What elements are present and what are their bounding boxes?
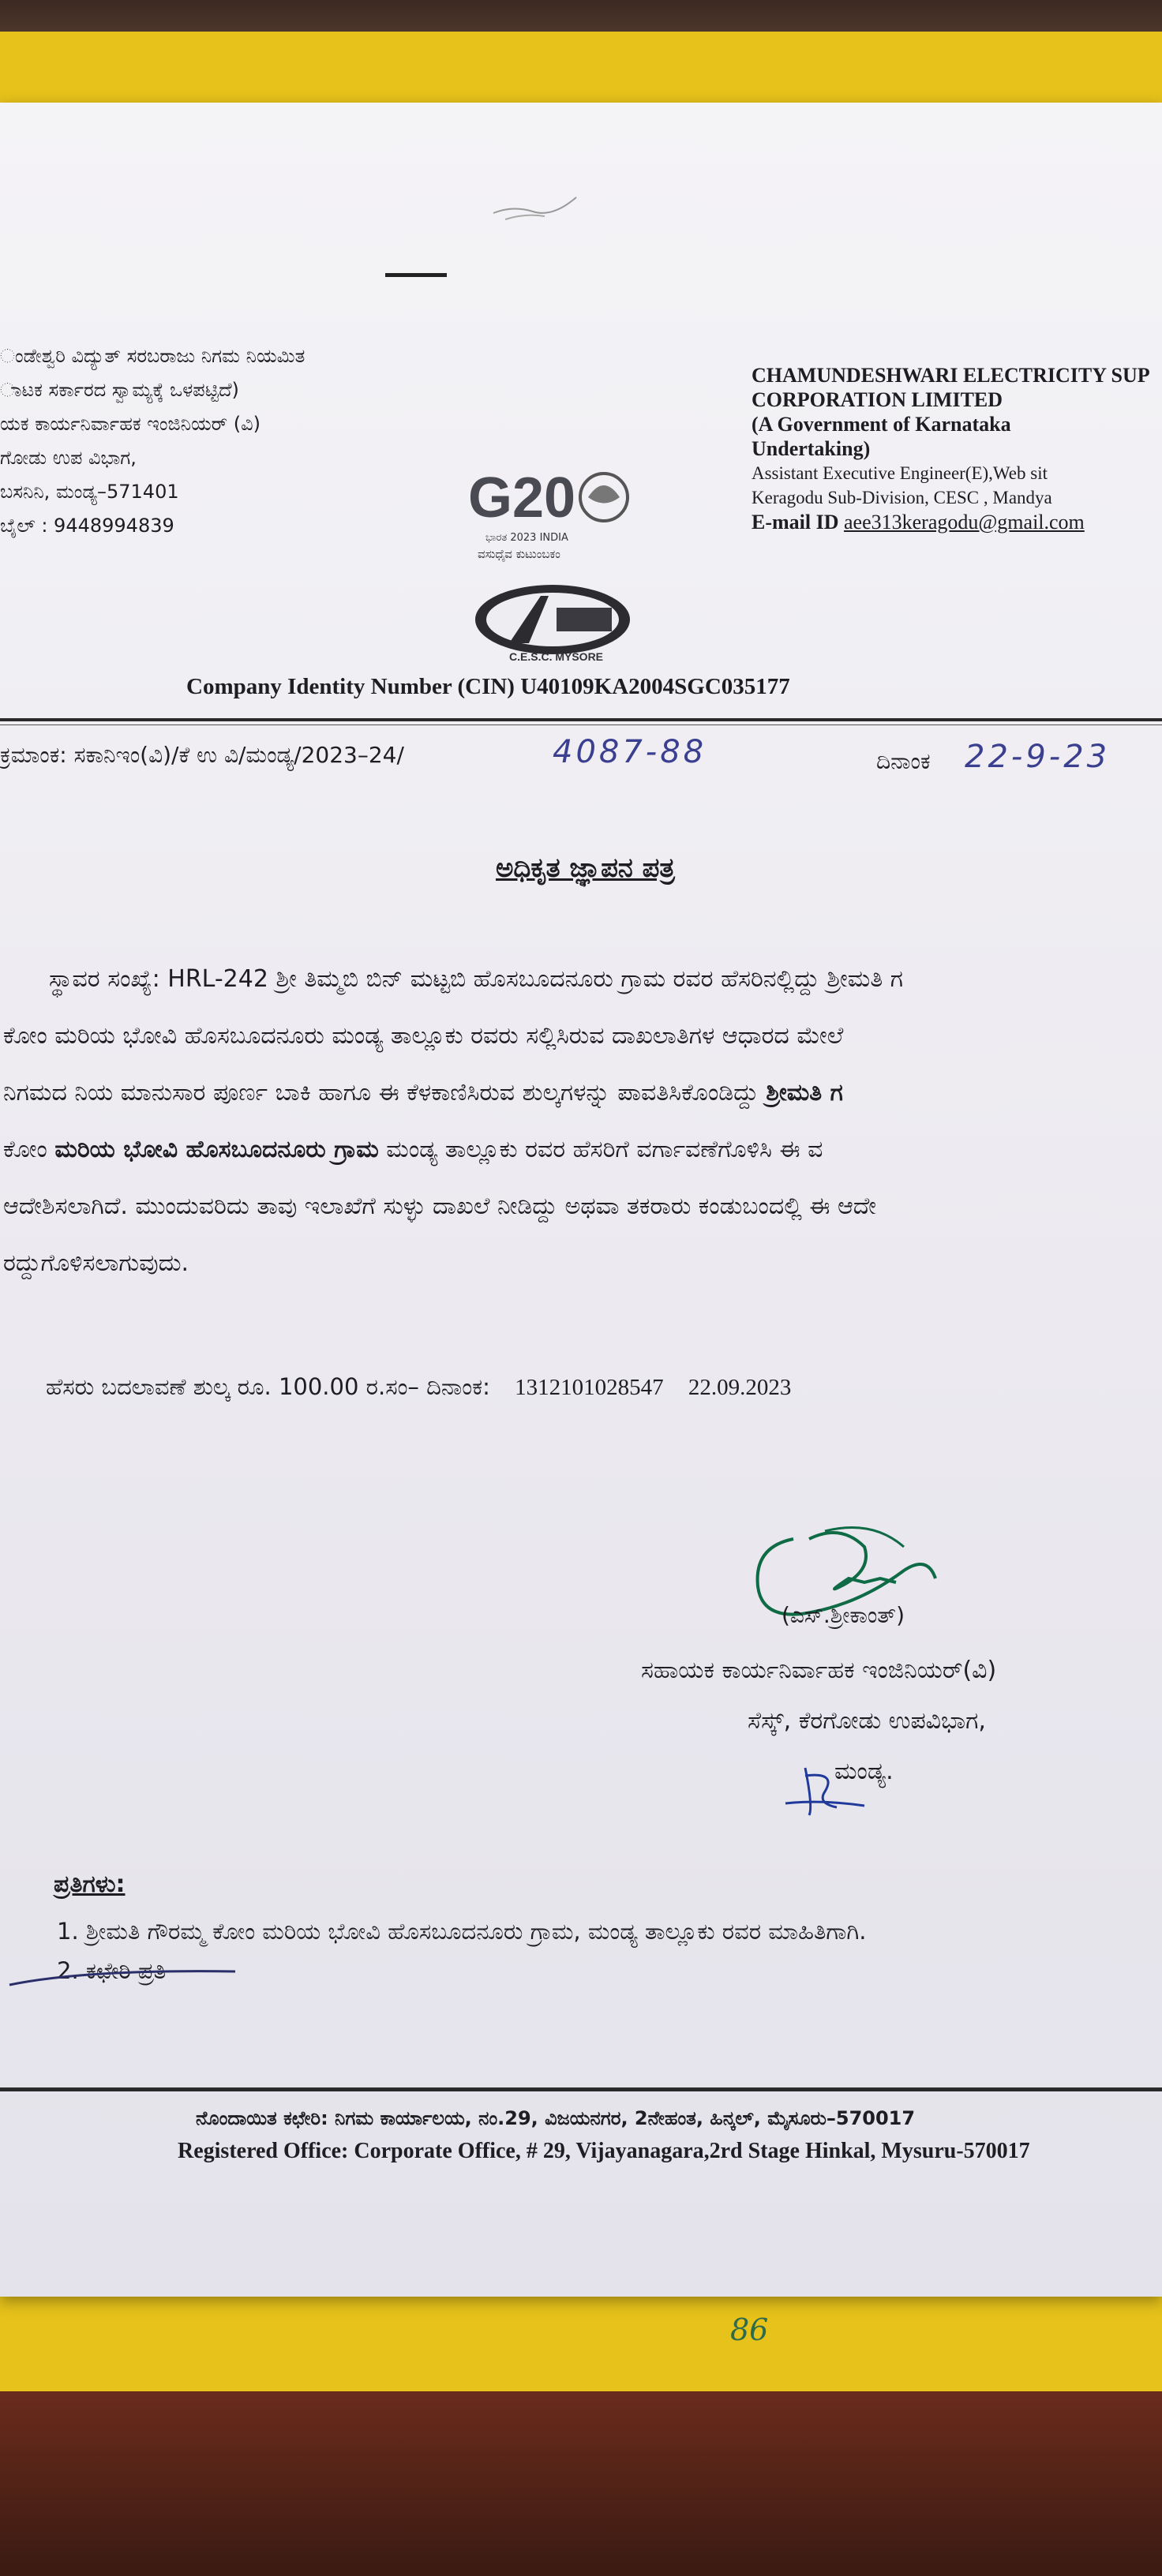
- header-english-block: [752, 363, 1150, 534]
- body-line: ರದ್ದುಗೊಳಿಸಲಾಗುವುದು.: [3, 1249, 189, 1277]
- body-line: [0, 1121, 1162, 1178]
- body-text-bold: ಮರಿಯ ಭೋವಿ ಹೊಸಬೂದನೂರು ಗ್ರಾಮ: [54, 1136, 379, 1163]
- header-en-line: CHAMUNDESHWARI ELECTRICITY SUP: [752, 364, 1150, 387]
- top-dash-mark: [385, 273, 447, 277]
- pen-strike-mark: [8, 1965, 237, 1989]
- header-en-line: Undertaking): [752, 437, 871, 460]
- date-handwritten: 22-9-23: [965, 739, 1111, 775]
- header-divider: [0, 718, 1162, 721]
- email-address: aee313keragodu@gmail.com: [844, 511, 1085, 534]
- fee-label: ಹೆಸರು ಬದಲಾವಣೆ ಶುಲ್ಕ ರೂ. 100.00 ರ.ಸಂ– ದಿನಾಂಕ:: [46, 1373, 490, 1400]
- pencil-scribble-mark: [489, 189, 584, 221]
- footer-divider: [0, 2087, 1162, 2091]
- header-en-line: Keragodu Sub-Division, CESC , Mandya: [752, 488, 1052, 507]
- reference-number-handwritten: 4087-88: [553, 734, 707, 770]
- body-line: ಆದೇಶಿಸಲಾಗಿದೆ. ಮುಂದುವರಿದು ತಾವು ಇಲಾಖೆಗೆ ಸುಳ್ಳು ದಾಖಲೆ ನೀಡಿದ್ದು ಅಥವಾ ತಕರಾರು ಕಂಡುಬಂದಲ್ಲಿ ಈ ಆದೇ: [3, 1193, 877, 1220]
- copy-item: 2. ಕಛೇರಿ ಪ್ರತಿ: [57, 1957, 167, 1984]
- email-label: E-mail ID: [752, 511, 844, 534]
- header-en-line: Assistant Executive Engineer(E),Web sit: [752, 463, 1048, 483]
- body-line: ಸ್ಥಾವರ ಸಂಖ್ಯೆ: HRL-242 ಶ್ರೀ ತಿಮ್ಮಬಿ ಬಿನ್ ಮಟ್ಟಬಿ ಹೊಸಬೂದನೂರು ಗ್ರಾಮ ರವರ ಹೆಸರಿನಲ್ಲಿದ್ದು ಶ್ರೀಮತಿ ಗ: [49, 965, 903, 993]
- designation-line: ಮಂಡ್ಯ.: [834, 1758, 894, 1785]
- body-text-bold: ಶ್ರೀಮತಿ ಗ: [766, 1079, 843, 1106]
- cesc-logo-text: C.E.S.C. MYSORE: [509, 650, 604, 663]
- footer-kannada-address: ನೊಂದಾಯಿತ ಕಛೇರಿ: ನಿಗಮ ಕಾರ್ಯಾಲಯ, ನಂ.29, ವಿಜಯನಗರ, 2ನೇಹಂತ, ಹಿನ್ಕಲ್, ಮೈಸೂರು–570017: [196, 2107, 916, 2129]
- table-surface-bottom: [0, 2391, 1162, 2576]
- designation-line: ಸಹಾಯಕ ಕಾರ್ಯನಿರ್ವಾಹಕ ಇಂಜಿನಿಯರ್(ವಿ): [641, 1657, 997, 1684]
- body-line: ಕೋಂ ಮರಿಯ ಭೋವಿ ಹೊಸಬೂದನೂರು ಮಂಡ್ಯ ತಾಲ್ಲೂಕು ರವರು ಸಲ್ಲಿಸಿರುವ ದಾಖಲಾತಿಗಳ ಆಧಾರದ ಮೇಲೆ: [3, 1022, 844, 1050]
- reference-prefix: ಕ್ರಮಾಂಕ: ಸಕಾನಿಇಂ(ವಿ)/ಕೆ ಉ ವಿ/ಮಂಡ್ಯ/2023–24/: [0, 742, 404, 768]
- header-email-line: [752, 510, 1150, 534]
- header-kn-line: ಂಡೇಶ್ವರಿ ವಿದ್ಯುತ್ ಸರಬರಾಜು ನಿಗಮ ನಿಯಮಿತ: [0, 345, 305, 367]
- designation-line: ಸೆಸ್ಕ್, ಕೆರಗೋಡು ಉಪವಿಭಾಗ,: [748, 1707, 986, 1735]
- signatory-name: (ಎಸ್.ಶ್ರೀಕಾಂತ್): [782, 1602, 905, 1628]
- footer-english-address: Registered Office: Corporate Office, # 29, Vijayanagara,2rd Stage Hinkal, Mysuru-570017: [178, 2139, 1030, 2163]
- header-kn-line: ಬೈಲ್ : 9448994839: [0, 515, 174, 537]
- g20-subtext: ಭಾರತ 2023 INDIA: [485, 532, 568, 544]
- body-paragraph: [0, 951, 1162, 1292]
- g20-logo-text: G20: [468, 466, 576, 530]
- body-text: ಮಂಡ್ಯ ತಾಲ್ಲೂಕು ರವರ ಹೆಸರಿಗೆ ವರ್ಗಾವಣೆಗೊಳಿಸಿ ಈ ವ: [378, 1136, 823, 1163]
- header-kn-line: ಾಟಕ ಸರ್ಕಾರದ ಸ್ವಾಮ್ಯಕ್ಕೆ ಒಳಪಟ್ಟಿದೆ): [0, 379, 239, 401]
- header-kn-line: ಬಸನಿನಿ, ಮಂಡ್ಯ–571401: [0, 481, 179, 503]
- fee-line: [46, 1373, 791, 1401]
- cin-number: Company Identity Number (CIN) U40109KA2004SGC035177: [186, 674, 790, 699]
- fee-date: 22.09.2023: [688, 1375, 792, 1400]
- g20-cesc-logo: [462, 462, 651, 667]
- date-label: ದಿನಾಂಕ: [876, 748, 931, 774]
- letter-page: [0, 103, 1162, 2297]
- header-kn-line: ಯಕ ಕಾರ್ಯನಿರ್ವಾಹಕ ಇಂಜಿನಿಯರ್ (ವಿ): [0, 413, 261, 435]
- copy-item: 1. ಶ್ರೀಮತಿ ಗೌರಮ್ಮ ಕೋಂ ಮರಿಯ ಭೋವಿ ಹೊಸಬೂದನೂರು ಗ್ರಾಮ, ಮಂಡ್ಯ ತಾಲ್ಲೂಕು ರವರ ಮಾಹಿತಿಗಾಗಿ.: [57, 1918, 867, 1945]
- body-text: ನಿಗಮದ ನಿಯ ಮಾನುಸಾರ ಪೂರ್ಣ ಬಾಕಿ ಹಾಗೂ ಈ ಕೆಳಕಾಣಿಸಿರುವ ಶುಲ್ಕಗಳನ್ನು ಪಾವತಿಸಿಕೊಂಡಿದ್ದು: [3, 1079, 767, 1106]
- header-en-line: CORPORATION LIMITED: [752, 388, 1003, 411]
- header-kn-line: ಗೋಡು ಉಪ ವಿಭಾಗ,: [0, 447, 137, 469]
- fee-receipt-number: 1312101028547: [515, 1375, 664, 1400]
- body-line: [0, 1065, 1162, 1121]
- power-station-icon: [557, 608, 612, 631]
- header-kannada-block: [0, 339, 305, 543]
- handwritten-page-number: 86: [730, 2312, 769, 2347]
- header-en-line: (A Government of Karnataka: [752, 413, 1011, 436]
- body-text: ಕೋಂ: [3, 1136, 55, 1163]
- g20-motto: ವಸುಧೈವ ಕುಟುಂಬಕಂ: [478, 547, 560, 561]
- document-title: ಅಧಿಕೃತ ಜ್ಞಾಪನ ಪತ್ರ: [496, 852, 675, 884]
- initials-blue-ink: [782, 1760, 868, 1823]
- copies-heading: ಪ್ರತಿಗಳು:: [54, 1870, 126, 1898]
- lotus-petal-icon: [588, 485, 620, 504]
- header-divider-thin: [0, 724, 1162, 725]
